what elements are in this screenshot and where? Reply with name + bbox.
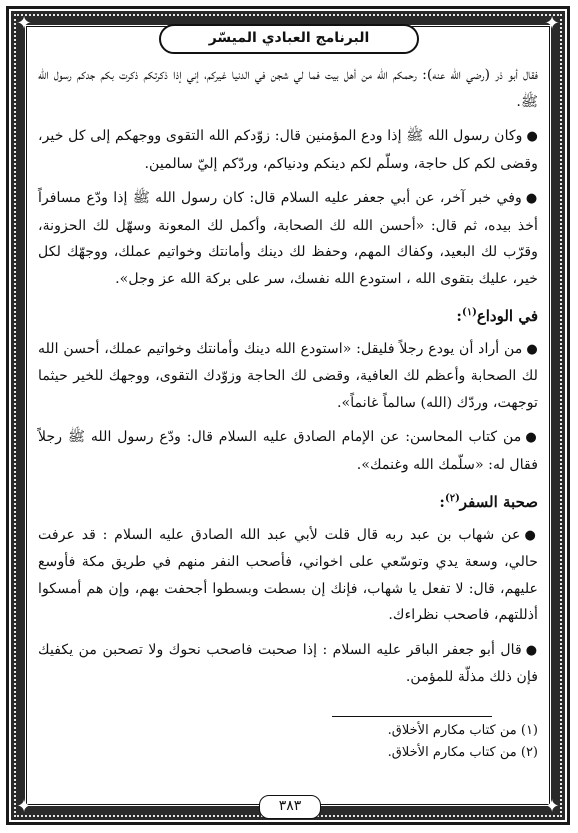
filled-circle-icon: ● — [525, 430, 538, 445]
paragraph — [38, 424, 538, 478]
ornament-star-icon: ✦ — [544, 13, 560, 34]
paragraph — [38, 185, 538, 292]
paragraph-text: قال أبو جعفر الباقر عليه السلام : إذا صحبت فاصحب نحوك ولا تصحبن من يكفيك فإن ذلك مذلّة للمؤمن. — [38, 641, 538, 685]
page-number — [259, 795, 321, 819]
paragraph-text: عن شهاب بن عبد ربه قال قلت لأبي عبد الله الصادق عليه السلام : قد عرفت حالي، وسعة يدي وتوسّعي على اخواني، فأصحب النفر منهم في طريق مكة فأوسع عليهم، قال: لا تفعل يا شهاب، فإنك إن بسطت وبسطوا أجحفت بهم، وإن هم أمسكوا أذللتهم، فاصحب نظراءك. — [38, 526, 538, 623]
paragraph-text: فقال أبو ذر (رضي الله عنه): رحمكم الله من أهل بيت فما لي شجن في الدنيا غيركم، إني إذا ذكرتكم ذكرت بكم جدكم رسول الله ﷺ. — [38, 67, 538, 110]
ornament-star-icon: ✦ — [544, 796, 560, 817]
section-heading — [38, 300, 538, 330]
paragraph-text: من كتاب المحاسن: عن الإمام الصادق عليه السلام قال: ودّع رسول الله ﷺ رجلاً فقال له: «سلّمك الله وغنمك». — [38, 429, 538, 473]
running-header-title: البرنامج العبادي الميسّر — [208, 30, 370, 46]
filled-circle-icon: ● — [525, 191, 538, 206]
footnote-number: (١) — [520, 723, 538, 738]
footnote-text: من كتاب مكارم الأخلاق. — [387, 723, 517, 738]
footnote-number: (٢) — [520, 745, 538, 760]
running-header — [159, 24, 419, 54]
filled-circle-icon: ● — [526, 129, 538, 144]
footnote-item — [38, 720, 538, 742]
page-number-text: ٣٨٣ — [278, 798, 302, 814]
section-heading-colon: : — [456, 307, 462, 325]
paragraph — [38, 123, 538, 177]
ornament-star-icon: ✦ — [16, 13, 32, 34]
footnote-item — [38, 742, 538, 764]
paragraph-text: وفي خبر آخر، عن أبي جعفر عليه السلام قال: كان رسول الله ﷺ إذا ودّع مسافراً أخذ بيده، ثم قال: «أحسن الله لك الصحابة، وأكمل لك المعونة وسهّل لك الحزونة، وقرّب لك البعيد، وكفاك المهم، وحفظ لك دينك وأمانتك وخواتيم عملك، ووجهّك لكل خير، عليك بتقوى الله ، استودع الله نفسك، سر على بركة الله عز وجل». — [38, 190, 538, 287]
paragraph — [38, 336, 538, 417]
filled-circle-icon: ● — [525, 642, 539, 658]
section-heading-title: في الوداع — [476, 307, 538, 325]
filled-circle-icon: ● — [526, 341, 539, 357]
section-heading-colon: : — [439, 493, 445, 511]
section-heading-title: صحبة السفر — [459, 493, 538, 511]
footnotes — [38, 720, 538, 764]
paragraph — [38, 637, 538, 691]
ornament-star-icon: ✦ — [16, 796, 32, 817]
footnote-text: من كتاب مكارم الأخلاق. — [387, 745, 517, 760]
footnote-divider — [332, 716, 492, 717]
footnote-ref: (٢) — [444, 493, 460, 504]
paragraph-text: وكان رسول الله ﷺ إذا ودع المؤمنين قال: زوّدكم الله التقوى ووجهكم إلى كل خير، وقضى لكم كل حاجة، وسلّم لكم دينكم ودنياكم، وردّكم إليّ سالمين. — [38, 128, 538, 172]
paragraph-text: من أراد أن يودع رجلاً فليقل: «استودع الله دينك وأمانتك وخواتيم عملك، أحسن الله لك الصحابة وأعظم لك العافية، وقضى لك الحاجة وزوّدك التقوى، ووجهك للخير حيثما توجهت، وردّك (الله) سالماً غانماً». — [38, 340, 538, 411]
section-heading — [38, 486, 538, 516]
page-body — [38, 62, 538, 699]
paragraph — [38, 522, 538, 629]
paragraph — [38, 62, 538, 115]
footnote-ref: (١) — [461, 307, 477, 318]
filled-circle-icon: ● — [524, 527, 538, 543]
